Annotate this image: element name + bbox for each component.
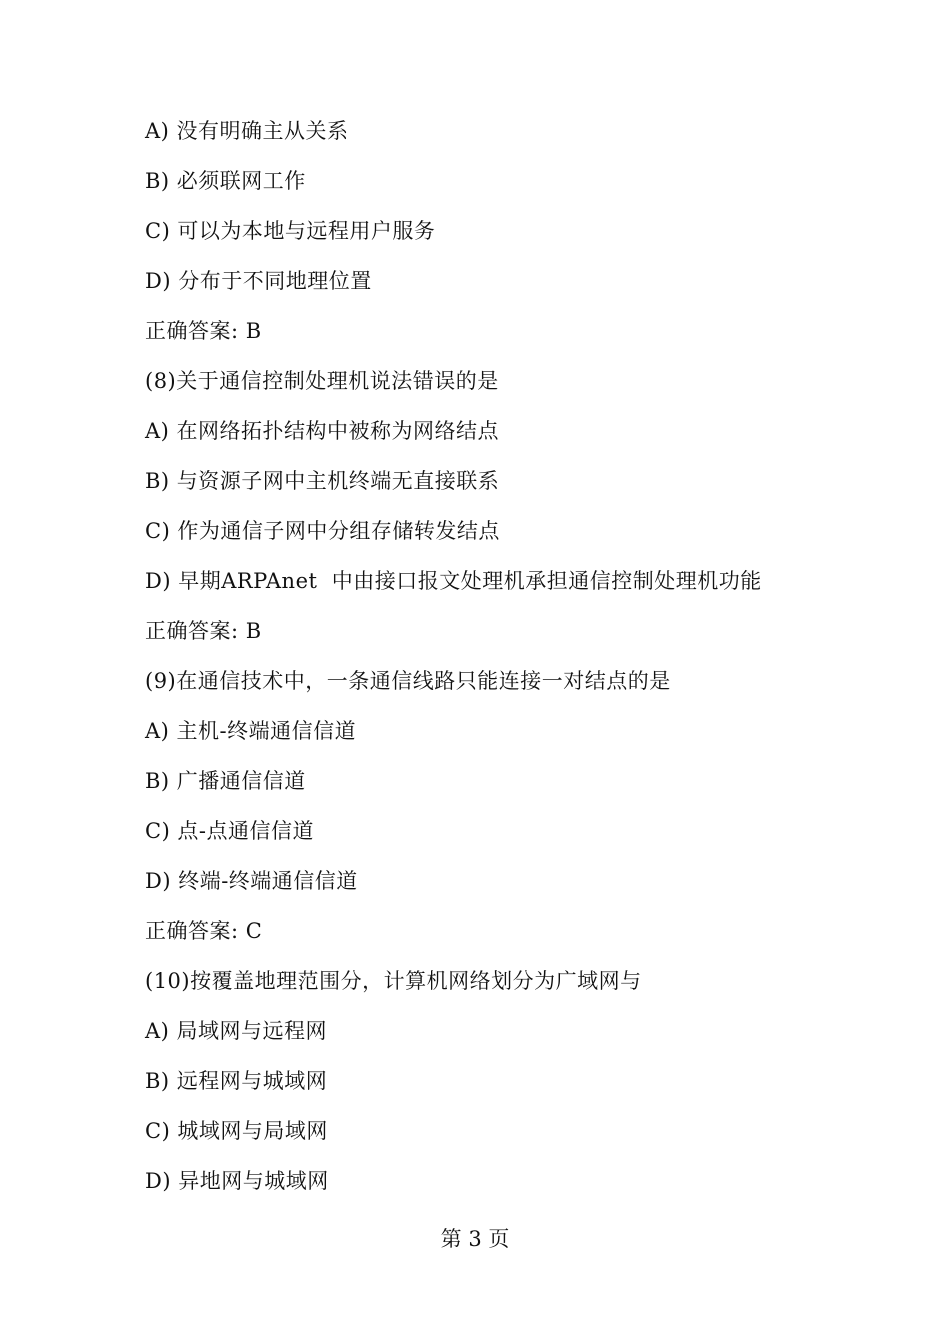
- answer-option: A) 没有明确主从关系: [145, 119, 349, 143]
- page-number: 第 3 页: [440, 1227, 510, 1251]
- correct-answer: 正确答案: B: [145, 319, 262, 343]
- answer-option: B) 必须联网工作: [145, 169, 306, 193]
- correct-answer: 正确答案: C: [145, 919, 263, 943]
- answer-option: C) 点-点通信信道: [145, 819, 315, 843]
- answer-option: C) 可以为本地与远程用户服务: [145, 219, 436, 243]
- question-text: (9)在通信技术中，一条通信线路只能连接一对结点的是: [145, 669, 671, 693]
- answer-option: C) 城域网与局域网: [145, 1119, 328, 1143]
- answer-option: A) 在网络拓扑结构中被称为网络结点: [145, 419, 500, 443]
- answer-option: B) 远程网与城域网: [145, 1069, 328, 1093]
- correct-answer: 正确答案: B: [145, 619, 262, 643]
- answer-option: C) 作为通信子网中分组存储转发结点: [145, 519, 500, 543]
- answer-option: D) 分布于不同地理位置: [145, 269, 372, 293]
- answer-option: D) 终端-终端通信信道: [145, 869, 358, 893]
- question-list: [145, 116, 905, 1216]
- answer-option: A) 主机-终端通信信道: [145, 719, 357, 743]
- answer-option: D) 早期ARPAnet 中由接口报文处理机承担通信控制处理机功能: [145, 569, 762, 593]
- answer-option: B) 与资源子网中主机终端无直接联系: [145, 469, 500, 493]
- answer-option: B) 广播通信信道: [145, 769, 306, 793]
- question-text: (10)按覆盖地理范围分，计算机网络划分为广域网与: [145, 969, 642, 993]
- question-text: (8)关于通信控制处理机说法错误的是: [145, 369, 499, 393]
- answer-option: A) 局域网与远程网: [145, 1019, 328, 1043]
- answer-option: D) 异地网与城域网: [145, 1169, 329, 1193]
